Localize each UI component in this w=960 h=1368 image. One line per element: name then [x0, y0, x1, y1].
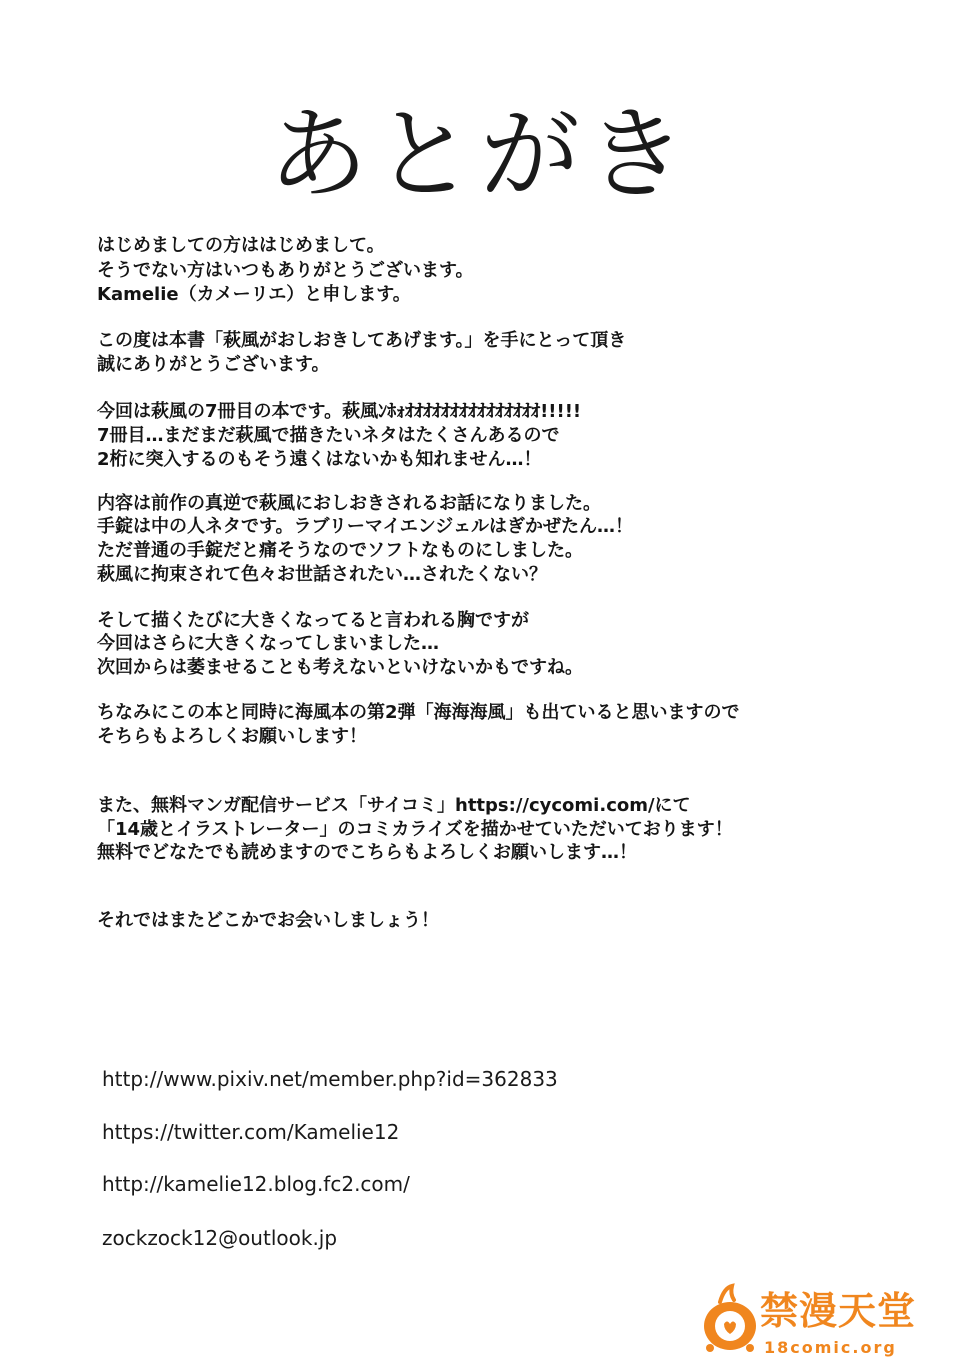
watermark-site: 18comic.org	[764, 1338, 897, 1357]
body-line: 無料でどなたでも読めますのでこちらもよろしくお願いします…！	[97, 842, 637, 863]
twitter-link[interactable]: https://twitter.com/Kamelie12	[102, 1120, 400, 1144]
body-line: ちなみにこの本と同時に海風本の第2弾「海海海風」も出ていると思いますので	[97, 702, 740, 723]
body-line: 7冊目…まだまだ萩風で描きたいネタはたくさんあるので	[97, 425, 560, 446]
body-line: そちらもよろしくお願いします！	[97, 726, 367, 747]
body-line: 今回は萩風の7冊目の本です。萩風ﾝﾎｫｵｵｵｵｵｵｵｵｵｵｵｵｵｵｵ!!!!!	[97, 401, 582, 422]
watermark-logo	[698, 1272, 924, 1368]
body-line: ただ普通の手錠だと痛そうなのでソフトなものにしました。	[97, 540, 583, 561]
blog-link[interactable]: http://kamelie12.blog.fc2.com/	[102, 1172, 410, 1196]
body-line: そして描くたびに大きくなってると言われる胸ですが	[97, 610, 529, 631]
pixiv-link[interactable]: http://www.pixiv.net/member.php?id=362833	[102, 1067, 558, 1091]
body-line: この度は本書「萩風がおしおきしてあげます。」を手にとって頂き	[97, 330, 627, 351]
body-line: そうでない方はいつもありがとうございます。	[97, 260, 474, 281]
body-line: 2桁に突入するのもそう遠くはないかも知れません…！	[97, 449, 542, 470]
body-line: 誠にありがとうございます。	[97, 354, 330, 375]
body-line: また、無料マンガ配信サービス「サイコミ」https://cycomi.com/にて	[97, 795, 691, 816]
body-line: 内容は前作の真逆で萩風におしおきされるお話になりました。	[97, 493, 601, 514]
body-line: はじめましての方ははじめまして。	[97, 235, 385, 256]
body-line: 次回からは萎ませることも考えないといけないかもですね。	[97, 657, 583, 678]
watermark-name: 禁漫天堂	[760, 1289, 917, 1333]
mascot-icon	[698, 1282, 762, 1358]
body-line: それではまたどこかでお会いしましょう！	[97, 910, 439, 931]
body-line: 「14歳とイラストレーター」のコミカライズを描かせていただいております！	[97, 819, 733, 840]
body-line: 萩風に拘束されて色々お世話されたい…されたくない？	[97, 564, 547, 585]
page-title: あとがき	[268, 96, 692, 213]
email-address[interactable]: zockzock12@outlook.jp	[102, 1226, 338, 1250]
body-line: 手錠は中の人ネタです。ラブリーマイエンジェルはぎかぜたん…！	[97, 516, 633, 537]
body-line: Kamelie（カメーリエ）と申します。	[97, 284, 411, 305]
body-line: 今回はさらに大きくなってしまいました…	[97, 633, 439, 654]
